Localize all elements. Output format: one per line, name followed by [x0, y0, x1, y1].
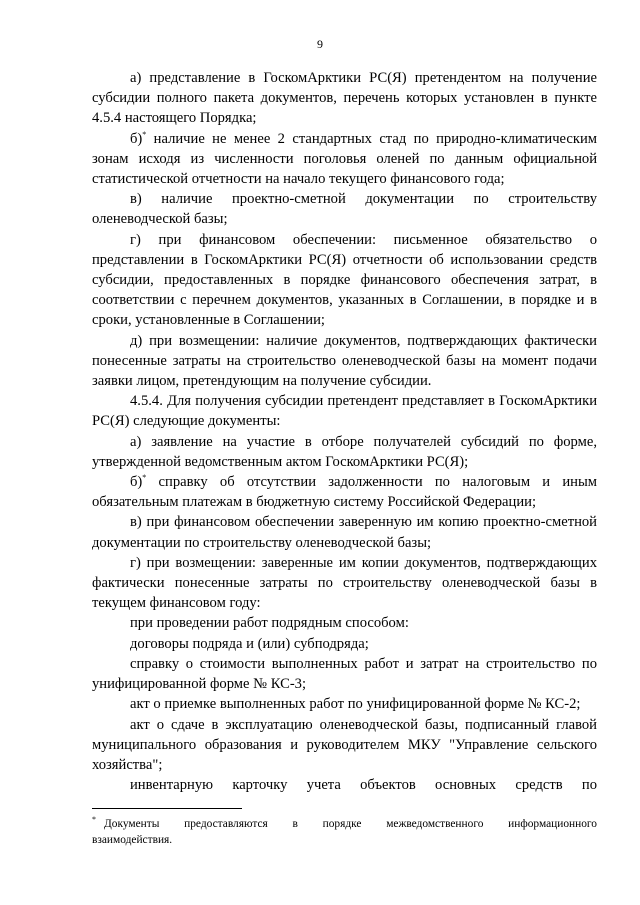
- paragraph-4-5-4-heading: 4.5.4. Для получения субсидии претендент представляет в ГоскомАрктики РС(Я) следующие документы:: [92, 393, 597, 430]
- footnote-mark: *: [142, 473, 147, 483]
- footnote-mark: *: [92, 815, 96, 825]
- body-text: [92, 68, 597, 795]
- paragraph-contract-method: при проведении работ подрядным способом:: [130, 615, 409, 632]
- paragraph-v-design-docs: в) наличие проектно-сметной документации по строительству оленеводческой базы;: [92, 191, 597, 228]
- paragraph-g-reimbursement-copies: г) при возмещении: заверенные им копии документов, подтверждающих фактически понесенные затраты по строительству оленеводческой базы в текущем финансовом году:: [92, 554, 597, 612]
- paragraph-d-reimbursement: д) при возмещении: наличие документов, подтверждающих фактически понесенные затраты на строительство оленеводческой базы на момент подачи заявки лицом, претендующим на получение субсидии.: [92, 332, 597, 390]
- footnote: [92, 816, 597, 848]
- footnote-divider: [92, 808, 242, 809]
- paragraph-contracts: договоры подряда и (или) субподряда;: [130, 635, 369, 652]
- paragraph-v-certified-copy: в) при финансовом обеспечении заверенную им копию проектно-сметной документации по строительству оленеводческой базы;: [92, 514, 597, 551]
- paragraph-inventory-card: инвентарную карточку учета объектов основных средств по: [130, 777, 597, 794]
- paragraph-ks2: акт о приемке выполненных работ по унифицированной форме № КС-2;: [130, 696, 581, 713]
- paragraph-b-herds: б)* наличие не менее 2 стандартных стад по природно-климатическим зонам исходя из численности поголовья оленей по данным официальной статистической отчетности на начало текущего финансового года;: [92, 129, 597, 188]
- footnote-mark: *: [142, 129, 147, 139]
- paragraph-g-financing-obligation: г) при финансовом обеспечении: письменное обязательство о представлении в ГоскомАрктики РС(Я) отчетности об использовании средств субсидии, предоставленных в порядке финансового обеспечения затрат, в соответствии с перечнем документов, указанных в Соглашении, в порядке и в сроки, установленные в Соглашении;: [92, 231, 597, 329]
- page-number: 9: [317, 37, 323, 51]
- paragraph-commissioning-act: акт о сдаче в эксплуатацию оленеводческой базы, подписанный главой муниципального образования и руководителем МКУ "Управление сельского хозяйства";: [92, 716, 597, 773]
- paragraph-a-application: а) заявление на участие в отборе получателей субсидий по форме, утвержденной ведомственным актом ГоскомАрктики РС(Я);: [92, 433, 597, 470]
- paragraph-a-submission: а) представление в ГоскомАрктики РС(Я) претендентом на получение субсидии полного пакета документов, перечень которых установлен в пункте 4.5.4 настоящего Порядка;: [92, 70, 597, 127]
- paragraph-b-tax-certificate: б)* справку об отсутствии задолженности по налоговым и иным обязательным платежам в бюджетную систему Российской Федерации;: [92, 473, 597, 511]
- footnote-text: Документы предоставляются в порядке межведомственного информационного взаимодействия.: [92, 818, 597, 846]
- paragraph-ks3: справку о стоимости выполненных работ и затрат на строительство по унифицированной форме № КС-3;: [92, 655, 597, 693]
